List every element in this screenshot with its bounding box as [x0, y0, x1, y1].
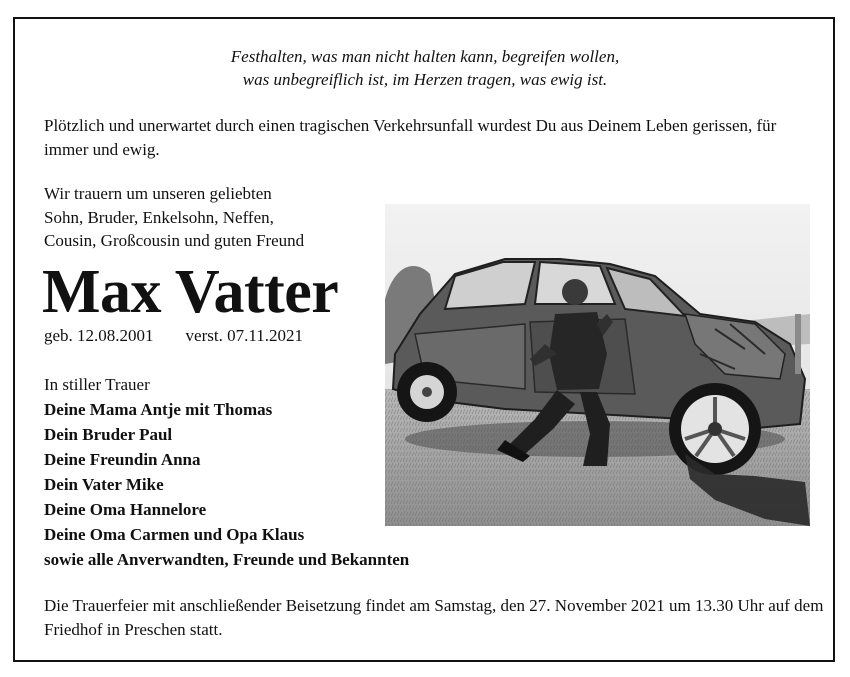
- mourning-line-1: Wir trauern um unseren geliebten: [44, 184, 272, 203]
- mourner-item: Dein Vater Mike: [44, 475, 164, 494]
- memorial-photo: [385, 204, 810, 526]
- mourner-item: sowie alle Anverwandten, Freunde und Bekannten: [44, 550, 410, 569]
- mourner-item: Dein Bruder Paul: [44, 425, 173, 444]
- deceased-name: Max Vatter: [42, 258, 339, 326]
- service-announcement: Die Trauerfeier mit anschließender Beisetzung findet am Samstag, den 27. November 2021 um 13.30 Uhr auf dem Friedhof in Preschen statt.: [44, 596, 824, 639]
- intro-text: Plötzlich und unerwartet durch einen tragischen Verkehrsunfall wurdest Du aus Deinem Leben gerissen, für immer und ewig.: [44, 116, 777, 159]
- quote-line-1: Festhalten, was man nicht halten kann, begreifen wollen,: [230, 47, 620, 66]
- mourners-lead: In stiller Trauer: [44, 375, 150, 394]
- mourner-item: Deine Mama Antje mit Thomas: [44, 400, 273, 419]
- death-date: verst. 07.11.2021: [185, 326, 303, 345]
- mourning-line-3: Cousin, Großcousin und guten Freund: [44, 231, 305, 250]
- mourner-item: Deine Oma Hannelore: [44, 500, 207, 519]
- mourner-item: Deine Oma Carmen und Opa Klaus: [44, 525, 305, 544]
- memorial-quote: [0, 45, 850, 91]
- quote-line-2: was unbegreiflich ist, im Herzen tragen, was ewig ist.: [242, 70, 608, 89]
- mourner-item: Deine Freundin Anna: [44, 450, 201, 469]
- mourners-list: [44, 372, 409, 572]
- mourning-statement: [44, 182, 374, 253]
- mourning-line-2: Sohn, Bruder, Enkelsohn, Neffen,: [44, 207, 274, 227]
- birth-date: geb. 12.08.2001: [44, 326, 154, 345]
- life-dates: [44, 325, 303, 347]
